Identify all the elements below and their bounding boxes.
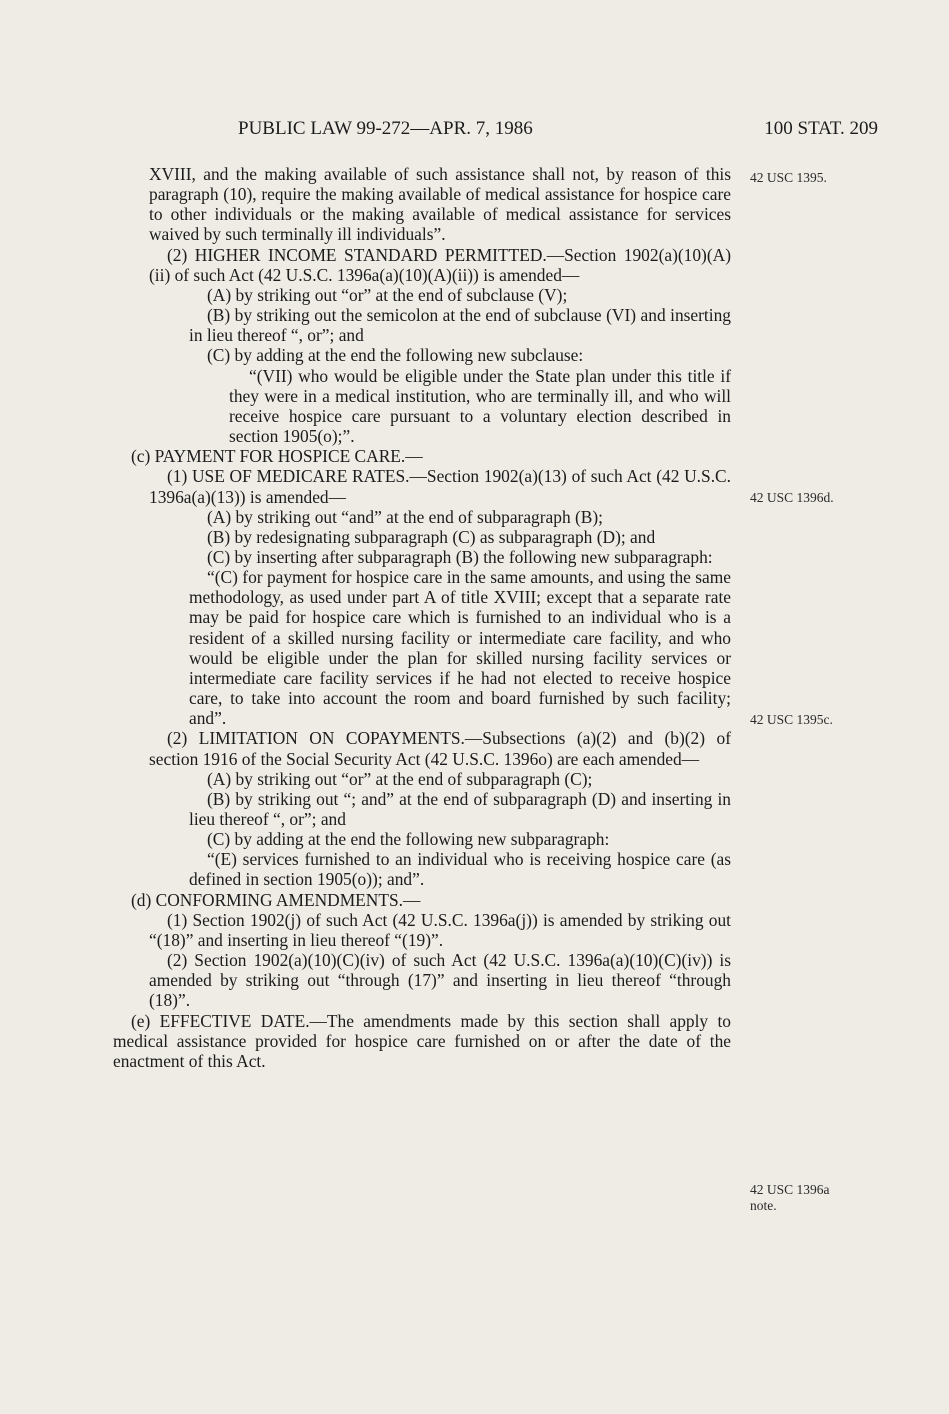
- quoted-subparagraph: “(E) services furnished to an individual who is receiving hospice care (as defined in section 1905(o)); and”.: [189, 849, 731, 890]
- paragraph: (2) Section 1902(a)(10)(C)(iv) of such Act (42 U.S.C. 1396a(a)(10)(C)(iv)) is amended by striking out “through (17)” and inserting in lieu thereof “through (18)”.: [149, 950, 731, 1011]
- paragraph: (C) by adding at the end the following new subparagraph:: [207, 829, 610, 850]
- stat-page-number: 100 STAT. 209: [764, 118, 878, 139]
- margin-note: 42 USC 1395c.: [750, 712, 833, 727]
- section-heading: (d) CONFORMING AMENDMENTS.—: [131, 889, 421, 910]
- margin-note: 42 USC 1395.: [750, 170, 827, 185]
- paragraph: (e) EFFECTIVE DATE.—The amendments made by this section shall apply to medical assistance provided for hospice care furnished on or after the date of the enactment of this Act.: [113, 1010, 731, 1071]
- paragraph: (1) USE OF MEDICARE RATES.—Section 1902(a)(13) of such Act (42 U.S.C. 1396a(a)(13)) is amended—: [149, 466, 731, 507]
- quoted-subclause: “(VII) who would be eligible under the State plan under this title if they were in a medical institution, who are terminally ill, and who will receive hospice care pursuant to a voluntary election described in section 1905(o);”.: [229, 365, 731, 447]
- paragraph: (C) by adding at the end the following new subclause:: [207, 345, 584, 366]
- paragraph: (2) LIMITATION ON COPAYMENTS.—Subsections (a)(2) and (b)(2) of section 1916 of the Social Security Act (42 U.S.C. 1396o) are each amended—: [149, 728, 731, 769]
- page-header: [238, 118, 878, 148]
- paragraph: XVIII, and the making available of such assistance shall not, by reason of this paragraph (10), require the making available of medical assistance for hospice care to other individuals or the making available of medical assistance for services waived by such terminally ill individuals”.: [149, 164, 731, 245]
- page-title: PUBLIC LAW 99-272—APR. 7, 1986: [238, 118, 533, 139]
- paragraph: (B) by striking out the semicolon at the end of subclause (VI) and inserting in lieu thereof “, or”; and: [189, 305, 731, 346]
- paragraph: (A) by striking out “or” at the end of subclause (V);: [207, 284, 568, 305]
- paragraph: (B) by striking out “; and” at the end of subparagraph (D) and inserting in lieu thereof “, or”; and: [189, 788, 731, 829]
- paragraph: (1) Section 1902(j) of such Act (42 U.S.C. 1396a(j)) is amended by striking out “(18)” and inserting in lieu thereof “(19)”.: [149, 909, 731, 950]
- margin-note: 42 USC 1396d.: [750, 490, 834, 505]
- paragraph: (2) HIGHER INCOME STANDARD PERMITTED.—Section 1902(a)(10)(A)(ii) of such Act (42 U.S.C. 1396a(a)(10)(A)(ii)) is amended—: [149, 244, 731, 285]
- paragraph: (B) by redesignating subparagraph (C) as subparagraph (D); and: [207, 526, 656, 547]
- quoted-subparagraph: “(C) for payment for hospice care in the same amounts, and using the same methodology, as used under part A of title XVIII; except that a separate rate may be paid for hospice care which is furnished to an individual who is a resident of a skilled nursing facility or intermediate care facility, and who would be eligible under the plan for skilled nursing facility services or intermediate care facility services if he had not elected to receive hospice care, to take into account the room and board furnished by such facility; and”.: [189, 567, 731, 729]
- paragraph: (A) by striking out “or” at the end of subparagraph (C);: [207, 768, 593, 789]
- paragraph: (A) by striking out “and” at the end of subparagraph (B);: [207, 506, 604, 527]
- document-body: [113, 164, 731, 1071]
- margin-note: 42 USC 1396a note.: [750, 1182, 830, 1213]
- section-heading: (c) PAYMENT FOR HOSPICE CARE.—: [131, 446, 423, 467]
- paragraph: (C) by inserting after subparagraph (B) the following new subparagraph:: [207, 546, 713, 567]
